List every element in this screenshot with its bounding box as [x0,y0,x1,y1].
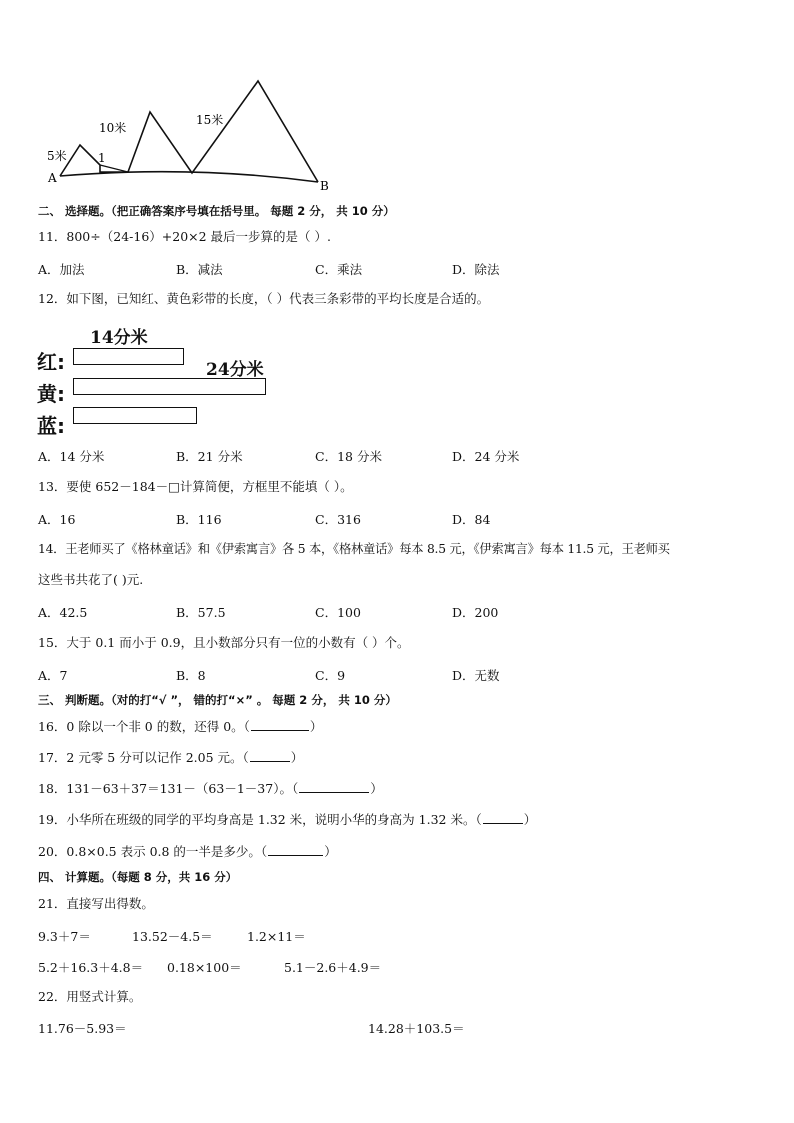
q20 [38,843,337,860]
q13-option-a[interactable]: A．16 [38,512,76,527]
q18-answer-blank[interactable] [299,780,369,793]
q16 [38,718,322,735]
q14-option-a[interactable]: A．42.5 [38,605,88,620]
label-b: B [320,179,329,193]
q11-option-b[interactable]: B．减法 [176,262,223,277]
q19 [38,811,536,828]
q17 [38,749,303,766]
yellow-ribbon [73,378,266,395]
q12-option-c[interactable]: C．18 分米 [315,449,382,464]
red-label: 红: [37,350,65,374]
mountain-diagram [0,0,794,200]
yellow-ribbon-length: 24分米 [206,360,264,380]
q21-item-3: 1.2×11＝ [247,929,306,944]
section2-header: 二、 选择题。（把正确答案序号填在括号里。 每题 2 分， 共 10 分） [38,204,395,218]
section4-header: 四、 计算题。（每题 8 分，共 16 分） [38,870,238,884]
q22-stem: 22．用竖式计算。 [38,989,142,1004]
q18 [38,780,383,797]
q13-option-b[interactable]: B．116 [176,512,222,527]
q21-item-1: 9.3＋7＝ [38,929,91,944]
q14-stem-line1: 14．王老师买了《格林童话》和《伊索寓言》各 5 本，《格林童话》每本 8.5 元，《伊索寓言》每本 11.5 元，王老师买 [38,542,670,556]
q16-stem: 16．0 除以一个非 0 的数，还得 0。（ [38,719,250,734]
q11-option-a[interactable]: A．加法 [38,262,85,277]
q15-option-d[interactable]: D．无数 [452,668,500,683]
q14-option-c[interactable]: C．100 [315,605,361,620]
q21-item-2: 13.52－4.5＝ [132,929,213,944]
label-5m: 5米 [47,149,67,163]
q21-stem: 21．直接写出得数。 [38,896,154,911]
q16-end: ） [309,719,323,734]
q17-end: ） [290,750,304,765]
yellow-label: 黄: [37,382,65,406]
q13-option-c[interactable]: C．316 [315,512,361,527]
q12-option-a[interactable]: A．14 分米 [38,449,105,464]
q16-answer-blank[interactable] [251,718,309,731]
blue-label: 蓝: [37,414,65,438]
q13-stem: 13．要使 652－184－□计算简便，方框里不能填（ ）。 [38,479,353,494]
q12-option-b[interactable]: B．21 分米 [176,449,243,464]
label-15m: 15米 [196,113,224,127]
q15-option-a[interactable]: A．7 [38,668,68,683]
q14-option-b[interactable]: B．57.5 [176,605,226,620]
blue-ribbon [73,407,197,424]
q11-stem: 11．800÷（24-16）+20×2 最后一步算的是（ ）. [38,229,331,244]
q21-item-5: 0.18×100＝ [167,960,242,975]
q17-stem: 17．2 元零 5 分可以记作 2.05 元。（ [38,750,249,765]
label-1: 1 [98,151,106,165]
q19-answer-blank[interactable] [483,811,523,824]
q20-stem: 20．0.8×0.5 表示 0.8 的一半是多少。（ [38,844,268,859]
q14-stem-line2: 这些书共花了( )元. [38,572,144,587]
q22-item-1: 11.76－5.93＝ [38,1021,127,1036]
q15-option-b[interactable]: B．8 [176,668,206,683]
section3-header: 三、 判断题。（对的打“√ ”， 错的打“×” 。 每题 2 分， 共 10 分） [38,693,397,707]
mountain-base [60,172,318,182]
q15-stem: 15．大于 0.1 而小于 0.9，且小数部分只有一位的小数有（ ）个。 [38,635,410,650]
q20-end: ） [324,844,337,859]
q15-option-c[interactable]: C．9 [315,668,346,683]
q22-item-2: 14.28＋103.5＝ [368,1021,465,1036]
q19-end: ） [523,812,537,827]
red-ribbon-length: 14分米 [90,328,148,348]
red-ribbon [73,348,184,365]
q14-option-d[interactable]: D．200 [452,605,499,620]
q12-stem: 12．如下图，已知红、黄色彩带的长度，（ ）代表三条彩带的平均长度是合适的。 [38,291,490,306]
q19-stem: 19．小华所在班级的同学的平均身高是 1.32 米，说明小华的身高为 1.32 米。（ [38,812,482,827]
label-10m: 10米 [99,121,127,135]
q20-answer-blank[interactable] [268,843,323,856]
q17-answer-blank[interactable] [250,749,290,762]
q13-option-d[interactable]: D．84 [452,512,491,527]
q18-stem: 18．131－63＋37＝131－（63－1－37）。（ [38,781,299,796]
label-a: A [48,171,57,185]
q21-item-4: 5.2＋16.3＋4.8＝ [38,960,144,975]
q12-option-d[interactable]: D．24 分米 [452,449,520,464]
q11-option-d[interactable]: D．除法 [452,262,500,277]
q21-item-6: 5.1－2.6＋4.9＝ [284,960,382,975]
q18-end: ） [370,781,383,796]
q11-option-c[interactable]: C．乘法 [315,262,363,277]
